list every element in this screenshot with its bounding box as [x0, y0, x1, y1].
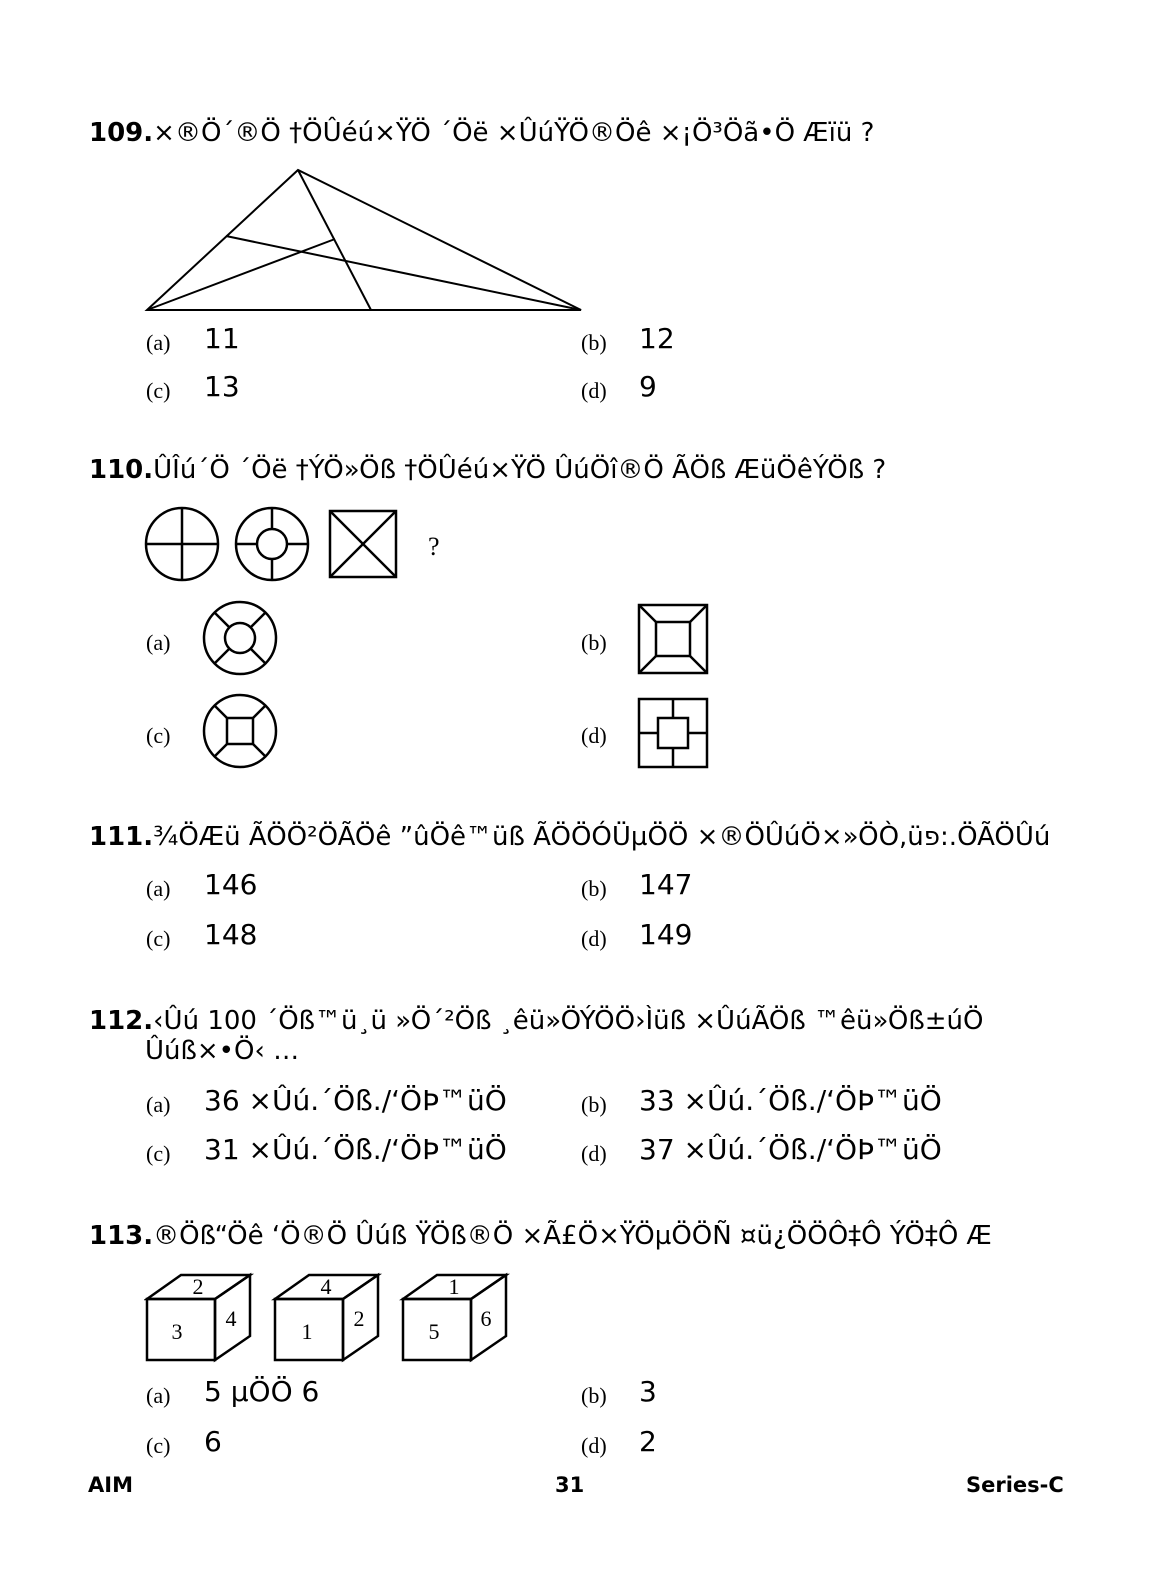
- option-a-text: 36 ×Ûú.´Öß./‘ÖÞ™üÖ: [204, 1084, 507, 1117]
- question-110: [89, 455, 886, 485]
- option-b-label: (b): [581, 330, 607, 355]
- option-c-text: 13: [204, 370, 240, 403]
- question-number: 111.: [89, 822, 154, 852]
- option-a-figure: [202, 600, 282, 680]
- option-a-label: (a): [146, 630, 171, 655]
- question-text: ÛÎú´Ö ´Öë †ÝÖ»Öß †ÖÛéú×ŸÖ ÛúÖî®Ö ÃÖß ÆüÖêÝÖß ?: [153, 455, 887, 485]
- sequence-figure: [144, 505, 454, 585]
- option-d-text: 9: [639, 370, 657, 403]
- question-112: [89, 1006, 984, 1036]
- question-number: 113.: [89, 1221, 154, 1251]
- footer-series: Series-C: [966, 1473, 1064, 1497]
- footer-left: AIM: [88, 1473, 133, 1497]
- option-a-label: (a): [146, 1383, 171, 1408]
- option-d-text: 149: [639, 918, 693, 951]
- question-number: 110.: [89, 455, 154, 485]
- option-b-label: (b): [581, 1092, 607, 1117]
- option-c-label: (c): [146, 1141, 171, 1166]
- option-a-text: 11: [204, 322, 240, 355]
- triangle-figure: [143, 166, 585, 316]
- question-109: [89, 118, 874, 148]
- option-b-text: 3: [639, 1375, 657, 1408]
- die-1-top: 2: [192, 1274, 204, 1299]
- option-d-text: 37 ×Ûú.´Öß./‘ÖÞ™üÖ: [639, 1133, 942, 1166]
- dice-figure: [144, 1272, 510, 1364]
- die-1-side: 4: [225, 1306, 237, 1331]
- option-c-text: 148: [204, 918, 258, 951]
- die-2-side: 2: [353, 1306, 365, 1331]
- question-113: [89, 1221, 992, 1251]
- option-c-text: 31 ×Ûú.´Öß./‘ÖÞ™üÖ: [204, 1133, 507, 1166]
- option-a-text: 5 µÖÖ 6: [204, 1375, 320, 1408]
- option-d-label: (d): [581, 723, 607, 748]
- option-d-label: (d): [581, 1141, 607, 1166]
- option-b-text: 12: [639, 322, 675, 355]
- option-c-label: (c): [146, 723, 171, 748]
- option-a-text: 146: [204, 868, 258, 901]
- option-d-label: (d): [581, 378, 607, 403]
- question-text: ®Öß“Öê ‘Ö®Ö Ûúß ŸÖß®Ö ×Ã£Ö×ŸÖµÖÖÑ ¤ü¿ÖÖÔ‡Ô ÝÖ‡Ô Æ: [153, 1221, 992, 1251]
- question-text: ‹Ûú 100 ´Öß™ü¸ü »Ö´²Öß ¸êü»ÖÝÖÖ›Ìüß ×ÛúÃÖß ™êü»Öß±úÖ: [153, 1006, 984, 1036]
- option-b-figure: [636, 602, 712, 678]
- option-a-label: (a): [146, 330, 171, 355]
- question-number: 109.: [89, 118, 154, 148]
- die-2-front: 1: [301, 1319, 313, 1344]
- question-text-continued: Ûúß×•Ö‹ …: [145, 1036, 300, 1066]
- option-d-label: (d): [581, 926, 607, 951]
- question-text: ×®Ö´®Ö †ÖÛéú×ŸÖ ´Öë ×ÛúŸÖ®Öê ×¡Ö³Öã•Ö Æïü ?: [153, 118, 875, 148]
- die-3-side: 6: [480, 1306, 492, 1331]
- option-b-label: (b): [581, 630, 607, 655]
- question-111: [89, 822, 1050, 852]
- die-2-top: 4: [320, 1274, 332, 1299]
- question-text: ¾ÖÆü ÃÖÖ²ÖÃÖê ”ûÖê™üß ÃÖÖÓÜµÖÖ ×®ÖÛúÖ×»ÖÒ,üפ:.ÖÃÖÛú: [153, 822, 1051, 852]
- option-c-label: (c): [146, 1433, 171, 1458]
- option-b-label: (b): [581, 1383, 607, 1408]
- option-b-label: (b): [581, 876, 607, 901]
- sequence-question-mark: ?: [428, 532, 440, 561]
- option-c-figure: [202, 693, 282, 773]
- die-3-front: 5: [428, 1319, 440, 1344]
- option-b-text: 33 ×Ûú.´Öß./‘ÖÞ™üÖ: [639, 1084, 942, 1117]
- page-number: 31: [555, 1473, 585, 1497]
- die-1-front: 3: [171, 1319, 183, 1344]
- option-a-label: (a): [146, 876, 171, 901]
- option-c-label: (c): [146, 926, 171, 951]
- option-d-label: (d): [581, 1433, 607, 1458]
- option-d-figure: [636, 696, 712, 772]
- option-c-text: 6: [204, 1425, 222, 1458]
- question-number: 112.: [89, 1006, 154, 1036]
- die-3-top: 1: [448, 1274, 460, 1299]
- option-c-label: (c): [146, 378, 171, 403]
- option-b-text: 147: [639, 868, 693, 901]
- option-d-text: 2: [639, 1425, 657, 1458]
- option-a-label: (a): [146, 1092, 171, 1117]
